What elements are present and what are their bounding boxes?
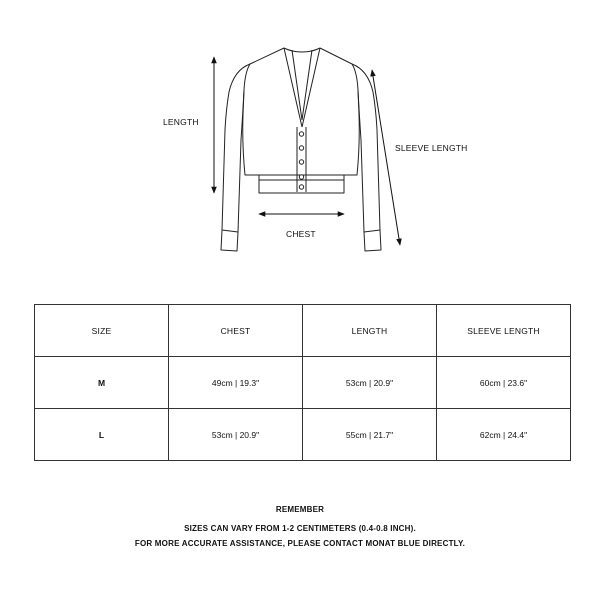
v-neck-band-left — [284, 48, 302, 127]
collar-outline — [284, 48, 320, 52]
size-cell: M — [35, 357, 169, 409]
length-cell: 55cm | 21.7" — [303, 409, 437, 461]
note-line-2: FOR MORE ACCURATE ASSISTANCE, PLEASE CONTACT MONAT BLUE DIRECTLY. — [134, 539, 466, 548]
table-row — [35, 409, 571, 461]
table-header-row — [35, 305, 571, 357]
table-row — [35, 357, 571, 409]
size-header: SIZE — [35, 305, 169, 357]
size-cell: L — [35, 409, 169, 461]
chest-cell: 53cm | 20.9" — [169, 409, 303, 461]
note-line-1: SIZES CAN VARY FROM 1-2 CENTIMETERS (0.4-0.8 INCH). — [184, 524, 416, 533]
left-sleeve — [222, 64, 250, 232]
chest-cell: 49cm | 19.3" — [169, 357, 303, 409]
button — [299, 146, 303, 150]
right-sleeve — [352, 64, 380, 232]
button — [299, 175, 303, 179]
sleeve-length-header: SLEEVE LENGTH — [437, 305, 571, 357]
sleeve-length-arrow — [372, 70, 400, 245]
length-header: LENGTH — [303, 305, 437, 357]
right-cuff — [364, 230, 381, 251]
chest-label: CHEST — [286, 229, 316, 239]
size-chart-table — [34, 304, 571, 461]
v-neck-band-right — [302, 48, 320, 127]
length-cell: 53cm | 20.9" — [303, 357, 437, 409]
chest-header: CHEST — [169, 305, 303, 357]
cardigan-buttons — [299, 132, 303, 189]
sleeve-length-cell: 60cm | 23.6" — [437, 357, 571, 409]
sleeve-length-cell: 62cm | 24.4" — [437, 409, 571, 461]
button — [299, 160, 303, 164]
left-cuff — [221, 230, 238, 251]
button — [299, 132, 303, 136]
sleeve-length-label: SLEEVE LENGTH — [395, 143, 468, 153]
remember-title: REMEMBER — [275, 505, 325, 514]
length-label: LENGTH — [163, 117, 199, 127]
button — [299, 185, 303, 189]
